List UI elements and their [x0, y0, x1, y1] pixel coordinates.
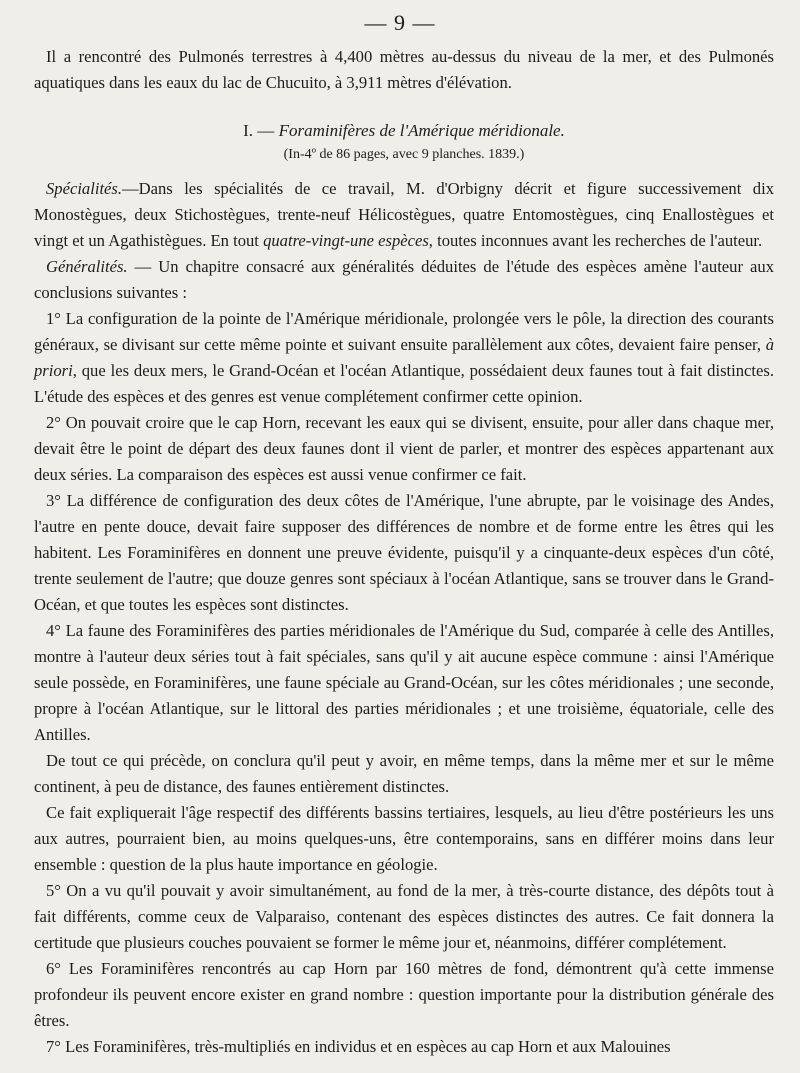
generalites-paragraph	[34, 254, 774, 306]
section-number: I. —	[243, 121, 275, 140]
specialites-text-after: , toutes inconnues avant les recherches de l'auteur.	[428, 231, 763, 250]
generalites-text: — Un chapitre consacré aux généralités déduites de l'étude des espèces amène l'auteur aux conclusions suivantes :	[34, 257, 774, 302]
specialites-paragraph	[34, 176, 774, 254]
point-3-paragraph: 3° La différence de configuration des deux côtes de l'Amérique, l'une abrupte, par le voisinage des Andes, l'autre en pente douce, devait faire supposer des différences de nombre et de forme entre les êtres qui les habitent. Les Foraminifères en donnent une preuve évidente, puisqu'il y a cinquante-deux espèces d'un côté, trente seulement de l'autre; que douze genres sont spéciaux à l'océan Atlantique, sans se trouver dans le Grand-Océan, et que toutes les espèces sont distinctes.	[34, 491, 774, 614]
point-1-emphasis: à priori	[34, 335, 774, 380]
point-7-paragraph: 7° Les Foraminifères, très-multipliés en individus et en espèces au cap Horn et aux Malouines	[46, 1037, 671, 1056]
section-subtitle: (In-4º de 86 pages, avec 9 planches. 1839.)	[283, 147, 525, 162]
point-4-paragraph: 4° La faune des Foraminifères des parties méridionales de l'Amérique du Sud, comparée à celle des Antilles, montre à l'auteur deux séries tout à fait spéciales, sans qu'il y ait aucune espèce commune : ainsi l'Amérique seule possède, en Foraminifères, une faune spéciale au Grand-Océan, sur les côtes méridionales ; une seconde, propre à l'océan Atlantique, sur le littoral des parties méridionales ; et une troisième, équatoriale, celle des Antilles.	[34, 621, 774, 744]
point-1-after: , que les deux mers, le Grand-Océan et l'océan Atlantique, possédaient deux faunes tout à fait distinctes. L'étude des espèces et des genres est venue complétement confirmer cette opinion.	[34, 361, 774, 406]
point-5-paragraph: 5° On a vu qu'il pouvait y avoir simultanément, au fond de la mer, à très-courte distance, des dépôts tout à fait différents, comme ceux de Valparaiso, contenant des espèces distinctes des autres. Ce fait donnera la certitude que plusieurs couches pouvaient se former le même jour et, néanmoins, différer complétement.	[34, 881, 774, 952]
section-title: Foraminifères de l'Amérique méridionale.	[278, 121, 565, 140]
point-2-paragraph: 2° On pouvait croire que le cap Horn, recevant les eaux qui se divisent, ensuite, pour aller dans chaque mer, devait être le point de départ des deux faunes dont il vient de parler, et montrer des espèces appartenant aux deux séries. La comparaison des espèces est aussi venue confirmer ce fait.	[34, 413, 774, 484]
specialites-text-before: —Dans les spécialités de ce travail, M. d'Orbigny décrit et figure successivement dix Monostègues, deux Stichostègues, trente-neuf Hélicostègues, quatre Entomostègues, cinq Enallostègues et vingt et un Agathistègues. En tout	[34, 179, 774, 250]
specialites-label: Spécialités.	[46, 179, 123, 198]
page-number: — 9 —	[364, 10, 436, 35]
point-1-paragraph	[34, 306, 774, 410]
point-1-before: 1° La configuration de la pointe de l'Amérique méridionale, prolongée vers le pôle, la direction des courants généraux, se divisant sur cette même pointe et suivant ensuite parallèlement aux côtes, devaient faire penser,	[34, 309, 774, 354]
conclusion-paragraph: De tout ce qui précède, on conclura qu'il peut y avoir, en même temps, dans la même mer et sur le même continent, à peu de distance, des faunes entièrement distinctes.	[34, 751, 774, 796]
specialites-emphasis: quatre-vingt-une espèces	[263, 231, 429, 250]
page-body	[34, 44, 774, 1060]
generalites-label: Généralités.	[46, 257, 128, 276]
intro-paragraph: Il a rencontré des Pulmonés terrestres à 4,400 mètres au-dessus du niveau de la mer, et des Pulmonés aquatiques dans les eaux du lac de Chucuito, à 3,911 mètres d'élévation.	[34, 47, 774, 92]
section-heading	[34, 118, 774, 144]
point-6-paragraph: 6° Les Foraminifères rencontrés au cap Horn par 160 mètres de fond, démontrent qu'à cette immense profondeur ils peuvent encore exister en grand nombre : question importante pour la distribution générale des êtres.	[34, 959, 774, 1030]
geology-paragraph: Ce fait expliquerait l'âge respectif des différents bassins tertiaires, lesquels, au lieu d'être postérieurs les uns aux autres, pourraient bien, au moins quelques-uns, être contemporains, sans en différer moins dans leur ensemble : question de la plus haute importance en géologie.	[34, 803, 774, 874]
